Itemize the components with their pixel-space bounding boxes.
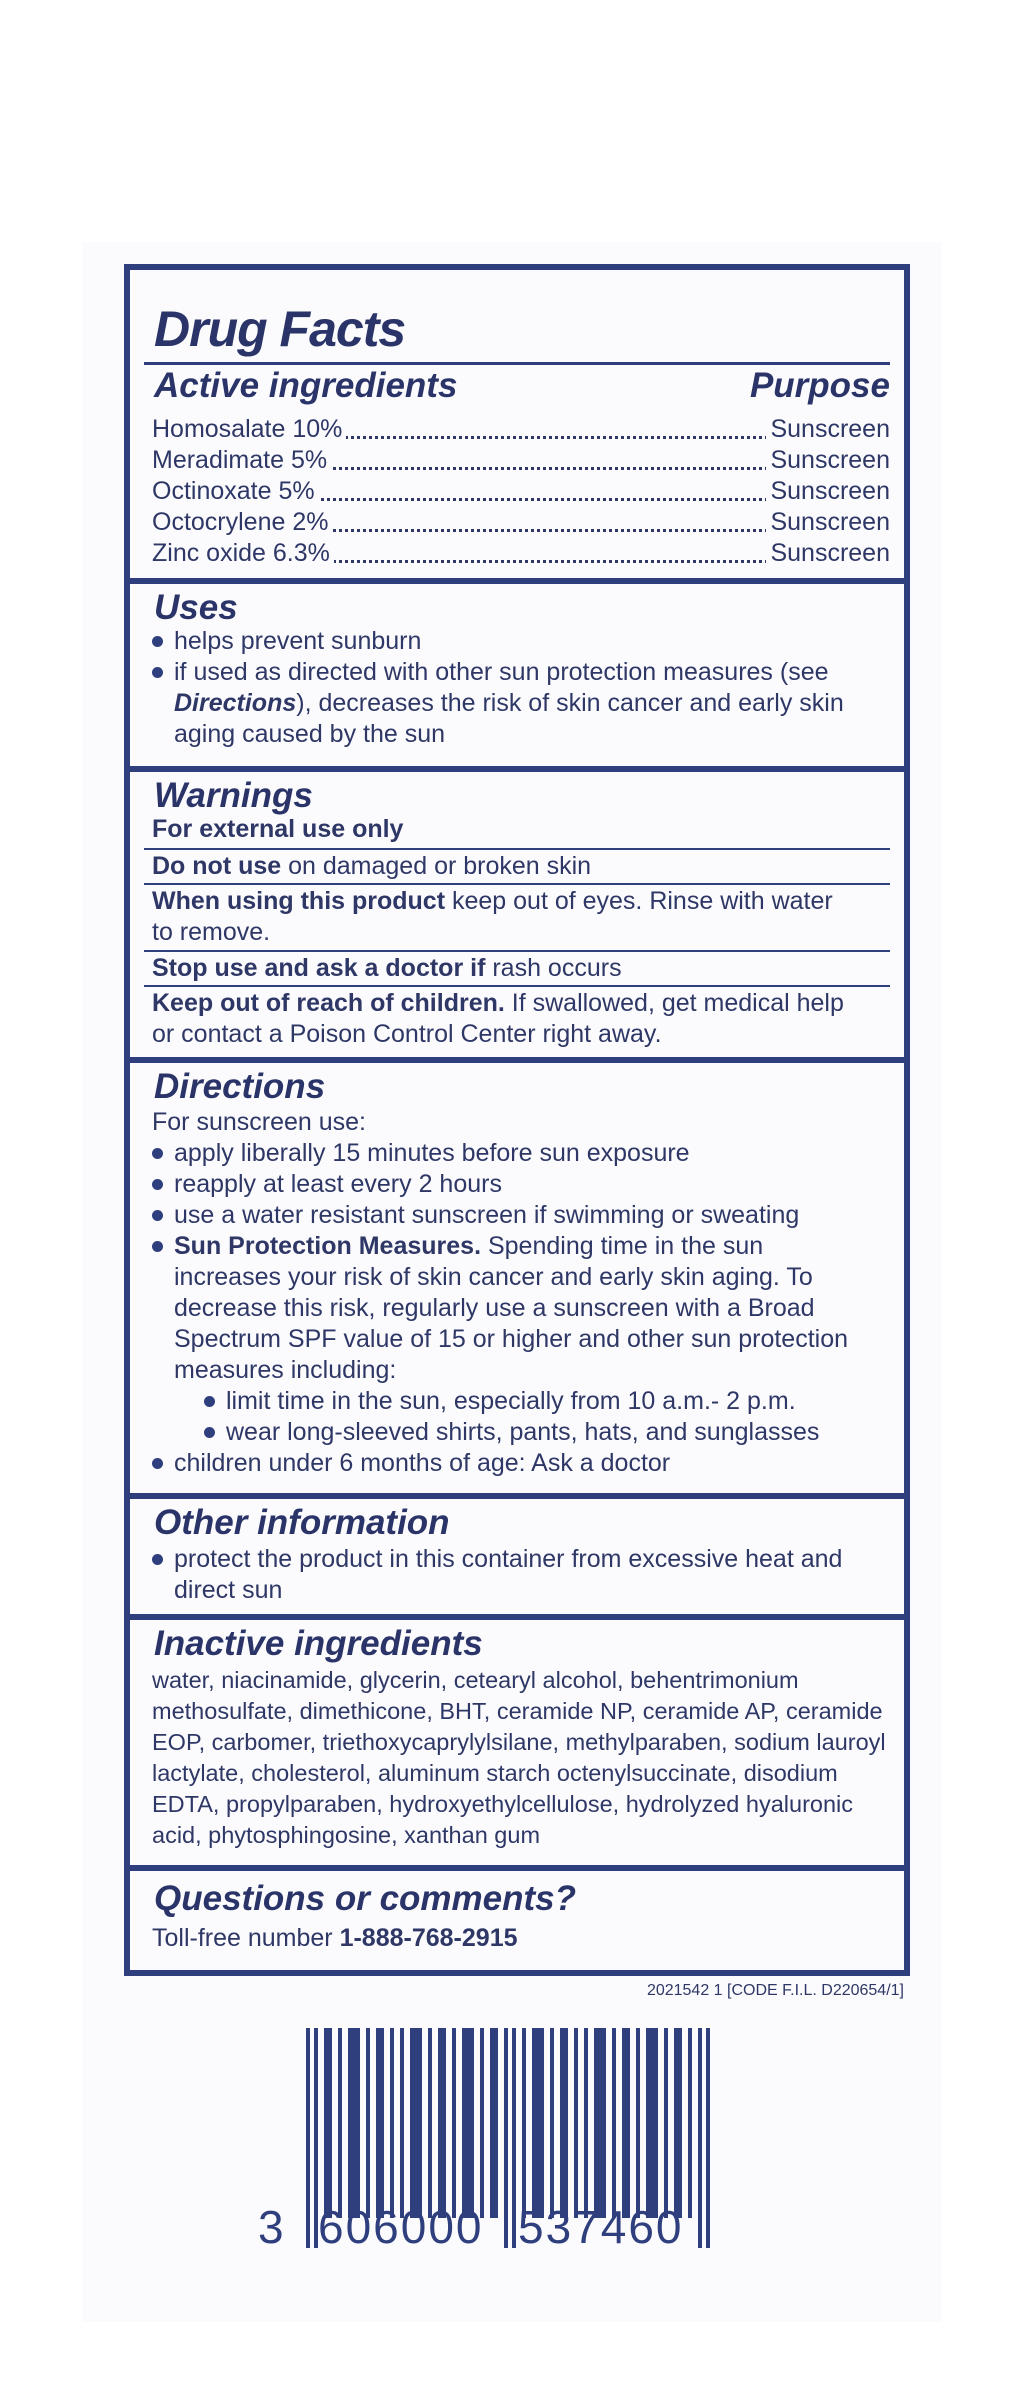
list-item: use a water resistant sunscreen if swimming or sweating xyxy=(152,1200,799,1231)
title-rule xyxy=(144,362,890,365)
keep-out-text-cont: or contact a Poison Control Center right away. xyxy=(152,1020,662,1048)
list-item: Sun Protection Measures. Spending time in the sun xyxy=(152,1231,763,1262)
inactive-line: methosulfate, dimethicone, BHT, ceramide NP, ceramide AP, ceramide xyxy=(152,1698,883,1724)
ingredient-row: Homosalate 10% Sunscreen xyxy=(152,415,890,443)
lot-code: 2021542 1 [CODE F.I.L. D220654/1] xyxy=(646,1982,904,1999)
list-item-cont: measures including: xyxy=(174,1356,397,1384)
when-using-text: When using this product keep out of eyes. Rinse with water xyxy=(152,887,833,915)
other-information-heading: Other information xyxy=(154,1503,450,1542)
ingredient-row: Zinc oxide 6.3% Sunscreen xyxy=(152,539,890,567)
list-item: helps prevent sunburn xyxy=(152,626,421,657)
list-item: apply liberally 15 minutes before sun exposure xyxy=(152,1138,690,1169)
toll-free-text: Toll-free number 1-888-768-2915 xyxy=(152,1924,518,1952)
warnings-section xyxy=(130,772,904,1057)
list-item-cont: decrease this risk, regularly use a sunscreen with a Broad xyxy=(174,1294,815,1322)
other-information-section xyxy=(130,1499,904,1614)
warnings-heading: Warnings xyxy=(154,776,313,815)
external-use-text: For external use only xyxy=(152,815,404,843)
inactive-line: lactylate, cholesterol, aluminum starch octenylsuccinate, disodium xyxy=(152,1760,838,1786)
drug-facts-panel xyxy=(124,264,910,1976)
active-ingredients-section xyxy=(130,270,904,580)
ingredient-row: Octinoxate 5% Sunscreen xyxy=(152,477,890,505)
barcode-digits-right: 537460 xyxy=(518,2201,684,2253)
directions-section xyxy=(130,1063,904,1493)
list-item: children under 6 months of age: Ask a doctor xyxy=(152,1448,670,1479)
directions-heading: Directions xyxy=(154,1067,326,1106)
inactive-line: EOP, carbomer, triethoxycaprylylsilane, methylparaben, sodium lauroyl xyxy=(152,1729,886,1755)
barcode-digits-left: 606000 xyxy=(318,2201,484,2253)
list-item: reapply at least every 2 hours xyxy=(152,1169,502,1200)
uses-section xyxy=(130,584,904,766)
stop-use-text: Stop use and ask a doctor if rash occurs xyxy=(152,954,622,982)
phone-number: 1-888-768-2915 xyxy=(339,1924,518,1952)
uses-heading: Uses xyxy=(154,588,238,627)
active-ingredients-heading: Active ingredients xyxy=(154,366,458,405)
inactive-line: acid, phytosphingosine, xanthan gum xyxy=(152,1822,541,1848)
list-item-cont: aging caused by the sun xyxy=(174,720,446,748)
list-item-cont: increases your risk of skin cancer and early skin aging. To xyxy=(174,1263,813,1291)
inactive-line: EDTA, propylparaben, hydroxyethylcellulose, hydrolyzed hyaluronic xyxy=(152,1791,854,1817)
questions-heading: Questions or comments? xyxy=(154,1879,577,1918)
drug-facts-title: Drug Facts xyxy=(154,301,406,357)
sub-list-item: limit time in the sun, especially from 10 a.m.- 2 p.m. xyxy=(204,1386,796,1417)
sub-list-item: wear long-sleeved shirts, pants, hats, and sunglasses xyxy=(204,1417,819,1448)
inactive-ingredients-section xyxy=(130,1620,904,1865)
ingredient-row: Octocrylene 2% Sunscreen xyxy=(152,508,890,536)
list-item: protect the product in this container from excessive heat and xyxy=(152,1544,842,1575)
ingredient-row: Meradimate 5% Sunscreen xyxy=(152,446,890,474)
when-using-text-cont: to remove. xyxy=(152,918,271,946)
keep-out-text: Keep out of reach of children. If swallowed, get medical help xyxy=(152,989,844,1017)
list-item: if used as directed with other sun protection measures (see xyxy=(152,657,829,688)
list-item-cont: Spectrum SPF value of 15 or higher and other sun protection xyxy=(174,1325,848,1353)
inactive-ingredients-heading: Inactive ingredients xyxy=(154,1624,483,1663)
list-item-cont: direct sun xyxy=(174,1576,283,1604)
list-item-cont: Directions), decreases the risk of skin cancer and early skin xyxy=(174,689,844,717)
directions-intro: For sunscreen use: xyxy=(152,1108,366,1136)
do-not-use-text: Do not use on damaged or broken skin xyxy=(152,852,592,880)
questions-section xyxy=(130,1871,904,1970)
purpose-heading: Purpose xyxy=(749,366,890,405)
inactive-line: water, niacinamide, glycerin, cetearyl alcohol, behentrimonium xyxy=(152,1667,799,1693)
barcode-digit-first: 3 xyxy=(258,2201,286,2253)
